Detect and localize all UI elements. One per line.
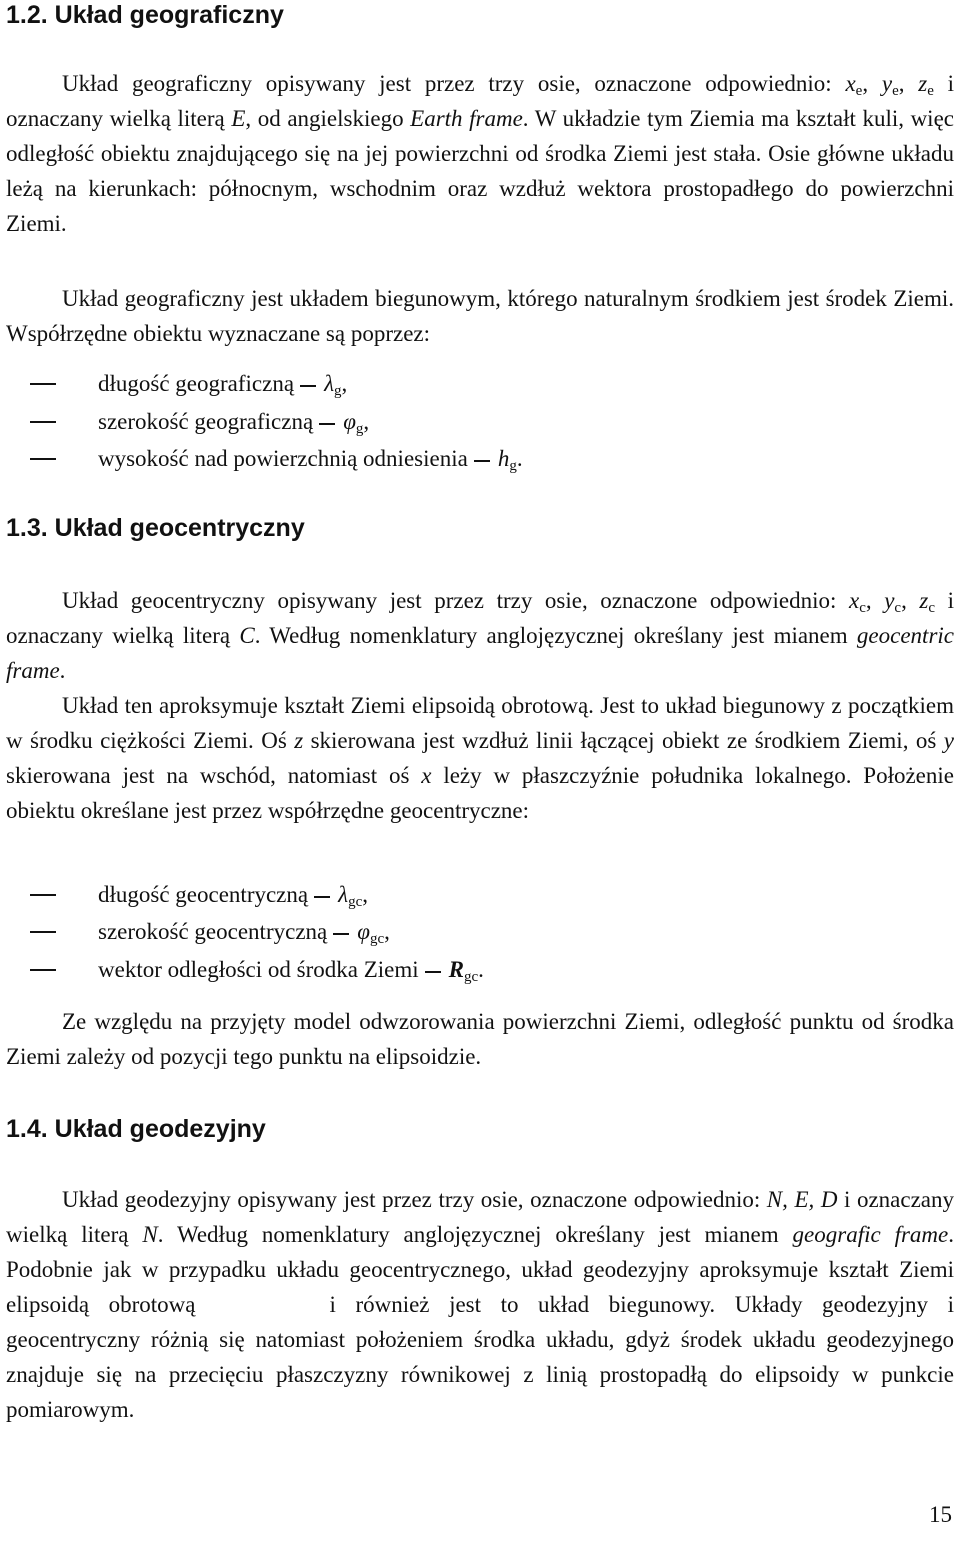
dash-marker xyxy=(30,458,56,460)
paragraph-geodetic: Układ geodezyjny opisywany jest przez trzy osie, oznaczone odpowiednio: N, E, D i oznaczany wielką literą N. Według nomenklatury anglojęzycznej określany jest mianem geografic frame. Podobnie jak w przypadku układu geocentrycznego, układ geodezyjny aproksymuje kształt Ziemi elipsoidą obrotową i również jest to układ biegunowy. Układy geodezyjny i geocentryczny różnią się natomiast położeniem środka układu, gdyż środek układu geodezyjnego znajduje się na przecięciu płaszczyzny równikowej z linią prostopadłą do elipsoidy w punkcie pomiarowym. xyxy=(6,1187,955,1422)
dash-separator xyxy=(314,896,330,898)
dash-separator xyxy=(474,460,490,462)
paragraph-geocentric-distance: Ze względu na przyjęty model odwzorowania powierzchni Ziemi, odległość punktu od środka Ziemi zależy od pozycji tego punktu na elipsoidzie. xyxy=(6,1009,954,1069)
dash-separator xyxy=(300,385,316,387)
page-number: 15 xyxy=(929,1502,952,1527)
section-heading-1-2: 1.2. Układ geograficzny xyxy=(6,1,284,29)
dash-separator xyxy=(333,933,349,935)
section-heading-1-4: 1.4. Układ geodezyjny xyxy=(6,1115,266,1143)
dash-marker xyxy=(30,969,56,971)
dash-separator xyxy=(319,423,335,425)
dash-marker xyxy=(30,383,56,385)
dash-marker xyxy=(30,894,56,896)
paragraph-geographic-intro: Układ geograficzny opisywany jest przez trzy osie, oznaczone odpowiednio: $x_e$, $y_e$, $z_e$ i oznaczany wielką literą E, od angielskiego Earth frame. W układzie tym Ziemia ma kształt kuli, więc odległość obiektu znajdującego się na jej powierzchni od środka Ziemi jest stała. Osie główne układu leżą na kierunkach: północnym, wschodnim oraz wzdłuż wektora prostopadłego do powierzchni Ziemi. xyxy=(6,71,954,236)
dash-marker xyxy=(30,421,56,423)
paragraph-geographic-polar: Układ geograficzny jest układem biegunowym, którego naturalnym środkiem jest środek Ziemi. Współrzędne obiektu wyznaczane są poprzez: xyxy=(6,286,954,346)
document-page: 1.2. Układ geograficzny Układ geograficzny opisywany jest przez trzy osie, oznaczone odpowiednio: $x_e$, $y_e$, $z_e$ i oznaczany wielką literą E, od angielskiego Earth frame. W układzie tym Ziemia ma kształt kuli, więc odległość obiektu znajdującego się na jej powierzchni od środka Ziemi jest stała. Osie główne układu leżą na kierunkach: północnym, wschodnim oraz wzdłuż wektora prostopadłego do powierzchni Ziemi. Układ geograficzny jest układem biegunowym, którego naturalnym środkiem jest środek Ziemi. Współrzędne obiektu wyznaczane są poprzez: długość geograficzną $\lambda_g$, szerokość geograficzną $\varphi_g$, wysokość nad powierzchnią odniesienia $h_g$. 1.3. Układ geocentryczny Układ geocentryczny opisywany jest przez trzy osie, oznaczone odpowiednio: $x_c$, $y_c$, $z_c$ i oznaczany wielką literą C. Według nomenklatury anglojęzycznej określany jest mianem geocentric frame. Układ ten aproksymuje kształt Ziemi elipsoidą obrotową. Jest to układ biegunowy z początkiem w środku ciężkości Ziemi. Oś z skierowana jest wzdłuż linii łączącej obiekt ze środkiem Ziemi, oś y skierowana jest na wschód, natomiast oś x leży w płaszczyźnie południka lokalnego. Położenie obiektu określane jest przez współrzędne geocentryczne: długość geocentryczną $\lambda_{gc}$, szerokość geocentryczną $\varphi_{gc}$, wektor odległości od środka Ziemi $R_{gc}$. Ze względu na przyjęty model odwzorowania powierzchni Ziemi, odległość punktu od środka Ziemi zależy od pozycji tego punktu na elipsoidzie. 1.4. Układ geodezyjny Układ geodezyjny opisywany jest przez trzy osie, oznaczone odpowiednio: N, E, D i oznaczany wielką literą N. Według nomenklatury anglojęzycznej określany jest mianem geografic frame. Podobnie jak w przypadku układu geocentrycznego, układ geodezyjny aproksymuje kształt Ziemi elipsoidą obrotową i również jest to układ biegunowy. Układy geodezyjny i geocentryczny różnią się natomiast położeniem środka układu, gdyż środek układu geodezyjnego znajduje się na przecięciu płaszczyzny równikowej z linią prostopadłą do elipsoidy w punkcie pomiarowym. 15 xyxy=(0,0,960,1542)
dash-marker xyxy=(30,931,56,933)
paragraph-geocentric-axes: Układ ten aproksymuje kształt Ziemi elipsoidą obrotową. Jest to układ biegunowy z początkiem w środku ciężkości Ziemi. Oś z skierowana jest wzdłuż linii łączącej obiekt ze środkiem Ziemi, oś y skierowana jest na wschód, natomiast oś x leży w płaszczyźnie południka lokalnego. Położenie obiektu określane jest przez współrzędne geocentryczne: xyxy=(6,693,954,823)
section-heading-1-3: 1.3. Układ geocentryczny xyxy=(6,514,305,542)
paragraph-geocentric-intro: Układ geocentryczny opisywany jest przez trzy osie, oznaczone odpowiednio: $x_c$, $y_c$, $z_c$ i oznaczany wielką literą C. Według nomenklatury anglojęzycznej określany jest mianem geocentric frame. xyxy=(6,588,954,683)
dash-separator xyxy=(425,971,441,973)
